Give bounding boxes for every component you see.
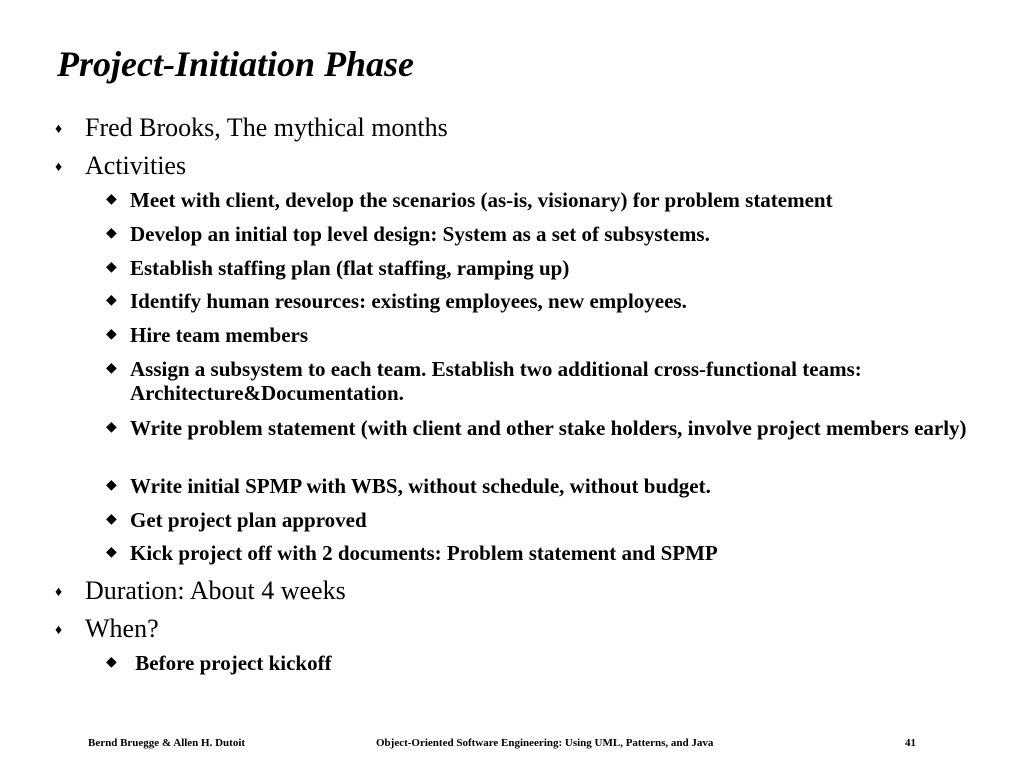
- bullet-item: [55, 151, 186, 183]
- diamond-bullet-icon: ♦: [55, 585, 63, 601]
- sub-bullet-item: [106, 474, 1006, 498]
- sub-bullet-text: Meet with client, develop the scenarios (as-is, visionary) for problem statement: [130, 188, 833, 212]
- diamond-bullet-icon: ♦: [55, 160, 63, 176]
- bullet-item: [55, 614, 159, 646]
- sub-bullet-item: [106, 256, 1006, 280]
- sub-bullet-text: Before project kickoff: [130, 651, 332, 675]
- bullet-text: Fred Brooks, The mythical months: [85, 113, 448, 142]
- sub-bullet-item: [106, 222, 1006, 246]
- diamond-bullet-icon: ◆: [106, 226, 117, 241]
- diamond-bullet-icon: ◆: [106, 361, 117, 376]
- diamond-bullet-icon: ◆: [106, 512, 117, 527]
- bullet-text: When?: [85, 614, 159, 643]
- diamond-bullet-icon: ◆: [106, 420, 117, 435]
- diamond-bullet-icon: ◆: [106, 192, 117, 207]
- sub-bullet-item: [106, 541, 1006, 565]
- sub-bullet-text: Kick project off with 2 documents: Problem statement and SPMP: [130, 541, 718, 565]
- sub-bullet-text: Get project plan approved: [130, 508, 367, 532]
- page-number: 41: [905, 737, 916, 749]
- sub-bullet-item: [106, 357, 966, 405]
- diamond-bullet-icon: ◆: [106, 327, 117, 342]
- sub-bullet-item: [106, 416, 986, 440]
- sub-bullet-text: Identify human resources: existing employees, new employees.: [130, 289, 687, 313]
- sub-bullet-text: Write initial SPMP with WBS, without schedule, without budget.: [130, 474, 711, 498]
- diamond-bullet-icon: ♦: [55, 122, 63, 138]
- diamond-bullet-icon: ◆: [106, 478, 117, 493]
- sub-bullet-item: [106, 188, 1006, 212]
- sub-bullet-text: Develop an initial top level design: System as a set of subsystems.: [130, 222, 710, 246]
- sub-bullet-item: [106, 323, 1006, 347]
- diamond-bullet-icon: ◆: [106, 545, 117, 560]
- diamond-bullet-icon: ◆: [106, 293, 117, 308]
- bullet-item: [55, 576, 346, 608]
- sub-bullet-item: [106, 508, 1006, 532]
- bullet-text: Duration: About 4 weeks: [85, 576, 346, 605]
- footer-book-title: Object-Oriented Software Engineering: Using UML, Patterns, and Java: [376, 737, 714, 749]
- diamond-bullet-icon: ♦: [55, 623, 63, 639]
- sub-bullet-text: Write problem statement (with client and other stake holders, involve project members early): [130, 416, 967, 440]
- sub-bullet-item: [106, 289, 1006, 313]
- bullet-text: Activities: [85, 151, 187, 180]
- sub-bullet-item: [106, 651, 1006, 675]
- sub-bullet-text: Establish staffing plan (flat staffing, ramping up): [130, 256, 570, 280]
- slide-title: Project-Initiation Phase: [57, 44, 415, 84]
- footer-authors: Bernd Bruegge & Allen H. Dutoit: [88, 737, 246, 749]
- diamond-bullet-icon: ◆: [106, 655, 117, 670]
- bullet-item: [55, 113, 448, 145]
- sub-bullet-text: Assign a subsystem to each team. Establish two additional cross-functional teams: Architecture&Documentation.: [130, 357, 862, 405]
- diamond-bullet-icon: ◆: [106, 260, 117, 275]
- sub-bullet-text: Hire team members: [130, 323, 309, 347]
